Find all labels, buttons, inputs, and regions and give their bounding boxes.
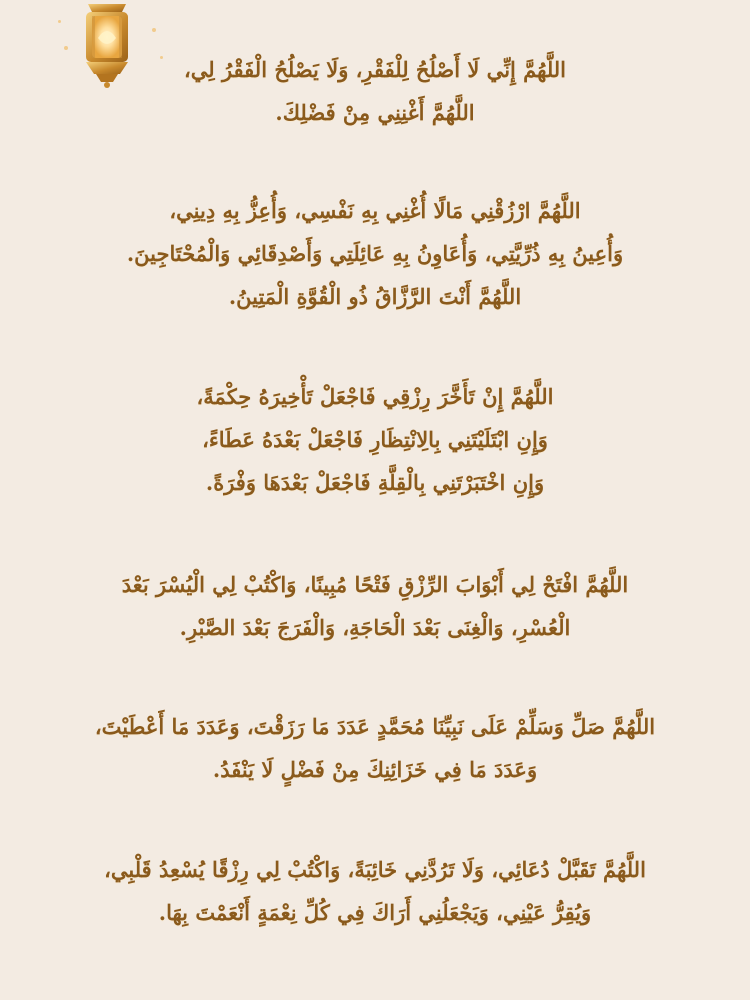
prayer-line: وَيُقِرُّ عَيْنِي، وَيَجْعَلُنِي أَرَاكَ فِي كُلِّ نِعْمَةٍ أَنْعَمْتَ بِهَا. xyxy=(158,900,592,925)
prayer-line: وَإِنِ اخْتَبَرْتَنِي بِالْقِلَّةِ فَاجْعَلْ بَعْدَهَا وَفْرَةً. xyxy=(205,470,545,495)
prayer-paragraph xyxy=(40,848,710,934)
prayer-line: اللَّهُمَّ صَلِّ وَسَلِّمْ عَلَى نَبِيِّنَا مُحَمَّدٍ عَدَدَ مَا رَزَقْتَ، وَعَدَدَ مَا أَعْطَيْتَ، xyxy=(94,714,656,739)
prayer-line: وَعَدَدَ مَا فِي خَزَائِنِكَ مِنْ فَضْلٍ لَا يَنْفَدُ. xyxy=(212,757,538,782)
dua-text xyxy=(40,48,710,934)
prayer-paragraph xyxy=(40,563,710,649)
prayer-paragraph xyxy=(40,375,710,504)
prayer-line: اللَّهُمَّ تَقَبَّلْ دُعَائِي، وَلَا تَرُدَّنِي خَائِبَةً، وَاكْتُبْ لِي رِزْقًا يُسْعِدُ قَلْبِي، xyxy=(104,857,646,882)
prayer-paragraph xyxy=(40,705,710,791)
sparkle-decoration xyxy=(152,28,156,32)
prayer-line: اللَّهُمَّ إِنْ تَأَخَّرَ رِزْقِي فَاجْعَلْ تَأْخِيرَهُ حِكْمَةً، xyxy=(196,384,554,409)
prayer-line: اللَّهُمَّ افْتَحْ لِي أَبْوَابَ الرِّزْقِ فَتْحًا مُبِينًا، وَاكْتُبْ لِي الْيُسْرَ بَعْدَ xyxy=(121,572,629,597)
prayer-line: اللَّهُمَّ إِنِّي لَا أَصْلُحُ لِلْفَقْرِ، وَلَا يَصْلُحُ الْفَقْرُ لِي، xyxy=(183,57,567,82)
prayer-line: اللَّهُمَّ ارْزُقْنِي مَالًا أُغْنِي بِهِ نَفْسِي، وَأُعِزُّ بِهِ دِينِي، xyxy=(169,198,581,223)
prayer-line: الْعُسْرِ، وَالْغِنَى بَعْدَ الْحَاجَةِ، وَالْفَرَجَ بَعْدَ الصَّبْرِ. xyxy=(179,615,571,640)
prayer-paragraph xyxy=(40,189,710,318)
prayer-line: اللَّهُمَّ أَغْنِنِي مِنْ فَضْلِكَ. xyxy=(275,100,475,125)
sparkle-decoration xyxy=(58,20,61,23)
prayer-line: وَأُعِينُ بِهِ ذُرِّيَّتِي، وَأُعَاوِنُ بِهِ عَائِلَتِي وَأَصْدِقَائِي وَالْمُحْتَاجِينَ. xyxy=(126,241,624,266)
prayer-line: وَإِنِ ابْتَلَيْتَنِي بِالِانْتِظَارِ فَاجْعَلْ بَعْدَهُ عَطَاءً، xyxy=(202,427,548,452)
prayer-paragraph xyxy=(40,48,710,134)
prayer-line: اللَّهُمَّ أَنْتَ الرَّزَّاقُ ذُو الْقُوَّةِ الْمَتِينُ. xyxy=(228,284,522,309)
